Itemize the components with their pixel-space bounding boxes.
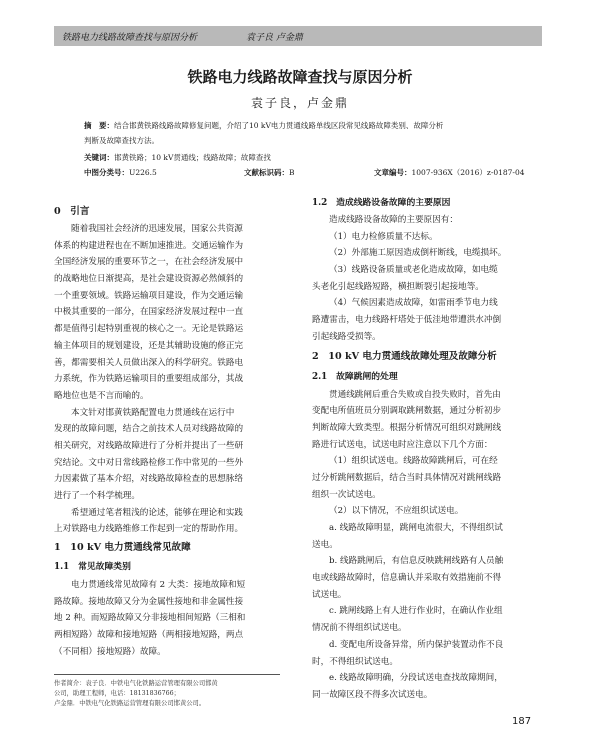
section-1-1-heading: 1.1 常见故障类别 [54, 562, 131, 573]
document-code: 文献标识码：B [244, 168, 295, 177]
section-2-heading: 2 10 kV 电力贯通线故障处理及故障分析 [312, 350, 497, 362]
running-header [54, 26, 542, 46]
footnote-line-1: 作者简介：袁子良．中铁电气化铁路运营管理有限公司邯黄 [54, 680, 218, 687]
keywords-label: 关键词： [84, 153, 114, 162]
footnote-line-2: 公司，助理工程师，电话：18131836766； [54, 690, 180, 697]
page-number: 187 [512, 716, 532, 727]
clc-number: 中图分类号：U226.5 [84, 168, 157, 177]
paragraph-fault-types: 电力贯通线常见故障有 2 大类：接地故障和短 路故障。接地故障又分为金属性接地和非金属性接 地 2 种。而短路故障又分非接地相间短路（三相和 两相短路）故障和接地短路（两相接地短路，两点 （不同相）接地短路）故障。 [54, 580, 246, 657]
keywords-text: 邯黄铁路；10 kV贯通线；线路故障；故障查找 [114, 153, 271, 162]
article-authors: 袁子良，卢金鼎 [250, 96, 349, 110]
running-header-title: 铁路电力线路故障查找与原因分析 [62, 33, 198, 43]
paragraph-intro-2: 本文针对邯黄铁路配置电力贯通线在运行中 发现的故障问题，结合之前技术人员对线路故障的 相关研究，对线路故障进行了分析并提出了一些研 究结论。文中对日常线路检修工作中常见的一些外 力因素做了基本介绍，对线路故障检查的思想脉络 进行了一个科学梳理。 [54, 407, 244, 501]
section-0-heading: 0 引言 [54, 206, 90, 217]
section-1-heading: 1 10 kV 电力贯通线常见故障 [54, 542, 191, 554]
paragraph-intro-1: 随着我国社会经济的迅速发展，国家公共资源 体系的构建进程也在不断加速推进。交通运输作为 全国经济发展的重要环节之一，在社会经济发展中 的战略地位日渐提高，是社会建设资源必然倾斜的 一个重要领域。铁路运输项目建设，作为交通运输 中极其重要的一部分，在国家经济发展过程中一直 都是值得引起特别重视的核心之一。无论是铁路运 输主体项目的规划建设，还是其辅助设施的修正完 善，都需要相关人员做出深入的科学研究。铁路电 力系统，作为铁路运输项目的重要组成部分，其战 略地位也是不言而喻的。 [54, 224, 244, 401]
paragraph-causes: 造成线路设备故障的主要原因有： （1）电力检修质量不达标。 （2）外部施工原因造成倒杆断线，电缆损坏。 （3）线路设备质量或老化造成故障，如电缆 头老化引起线路短路，横担断裂引起接地等。 （4）气候因素造成故障，如雷雨季节电力线 路遭雷击，电力线路杆塔处于低洼地带遭洪水冲倒 引起线路受损等。 [312, 215, 507, 342]
article-title: 铁路电力线路故障查找与原因分析 [187, 68, 413, 86]
article-number: 文章编号：1007-936X（2016）z-0187-04 [374, 168, 525, 177]
abstract-line-1 [84, 120, 443, 131]
footnote-line-3: 卢金鼎．中铁电气化铁路运营管理有限公司邯黄公司。 [54, 700, 206, 707]
running-header-authors: 袁子良 卢金鼎 [246, 33, 303, 43]
footnote-rule [54, 674, 280, 675]
abstract-text: 结合邯黄铁路线路故障修复问题，介绍了10 kV电力贯通线路单线区段常见线路故障类别、故障分析 [114, 121, 444, 130]
paragraph-trip-handling: 贯通线跳闸后重合失败或自投失败时，首先由 变配电所值班员分别调取跳闸数据，通过分析初步 判断故障大致类型。根据分析情况可组织对跳闸线 路进行试送电，试送电时应注意以下几个方面： （1）组织试送电。线路故障跳闸后，可在经 过分析跳闸数据后，结合当时具体情况对跳闸线路 组织一次试送电。 （2）以下情况，不应组织试送电。 a. 线路故障明显，跳闸电流很大，不得组织试 送电。 b. 线路跳闸后，有信息反映跳闸线路有人员触 电或线路故障时，信息确认并采取有效措施前不得 试送电。 c. 跳闸线路上有人进行作业时，在确认作业组 情况前不得组织试送电。 d. 变配电所设备异常，所内保护装置动作不良 时，不得组织试送电。 e. 线路故障明确，分段试送电查找故障期间， 同一故障区段不得多次试送电。 [312, 389, 504, 700]
section-2-1-heading: 2.1 故障跳闸的处理 [312, 371, 398, 382]
right-column [312, 194, 546, 704]
section-1-2-heading: 1.2 造成线路设备故障的主要原因 [312, 198, 451, 208]
paragraph-intro-3: 希望通过笔者粗浅的论述，能够在理论和实践 上对铁路电力线路维修工作起到一定的帮助作用。 [54, 507, 244, 535]
abstract-line-2: 判断及故障查找方法。 [84, 136, 159, 145]
keywords [84, 152, 271, 163]
left-column [54, 203, 284, 661]
abstract-label: 摘 要： [84, 121, 114, 130]
